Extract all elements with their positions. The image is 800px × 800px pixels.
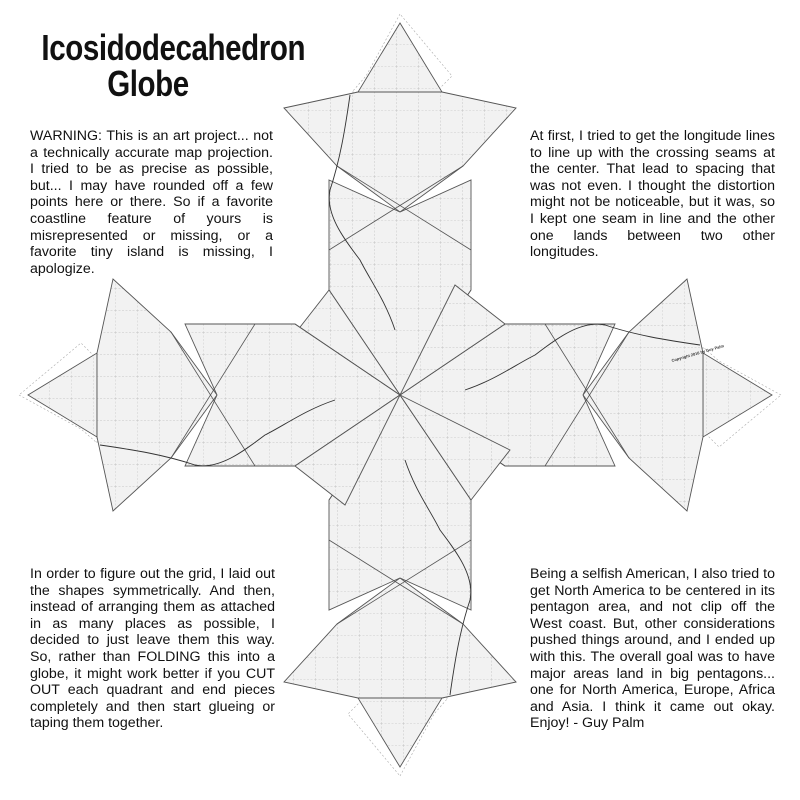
warning-paragraph: WARNING: This is an art project... not a technically accurate map projection. I tried to be as precise as possible, but... I may have rounded off a few points here or there. So if a favorite coastline feature of yours is misrepresented or missing, or a favorite tiny island is missing, I apologize. <box>30 128 273 277</box>
copyright-text: Copyright 2016 by Guy Palm <box>670 343 725 363</box>
title-line-1: Icosidodecahedron <box>41 27 306 68</box>
title-line-2: Globe <box>107 63 189 104</box>
longitude-paragraph: At first, I tried to get the longitude lines to line up with the crossing seams at the center. That lead to spacing that was not even. I thought the distortion might not be noticeable, but it was, so I kept one seam in line and the other one lands between two other longitudes. <box>530 128 775 261</box>
grid-paragraph: In order to figure out the grid, I laid out the shapes symmetrically. And then, instead of arranging them as attached in as many places as possible, I decided to just leave them this way. So, rather than FOLDING this into a globe, it might work better if you CUT OUT each quadrant and end pieces completely and then start glueing or taping them together. <box>30 566 275 732</box>
page-title <box>41 27 306 104</box>
north-america-paragraph: Being a selfish American, I also tried to get North America to be centered in its pentagon area, and not clip off the West coast. But, other considerations pushed things around, and I ended up with this. The overall goal was to have major areas land in big pentagons... one for North America, Europe, Africa and Asia. I think it came out okay. Enjoy! - Guy Palm <box>530 566 775 732</box>
